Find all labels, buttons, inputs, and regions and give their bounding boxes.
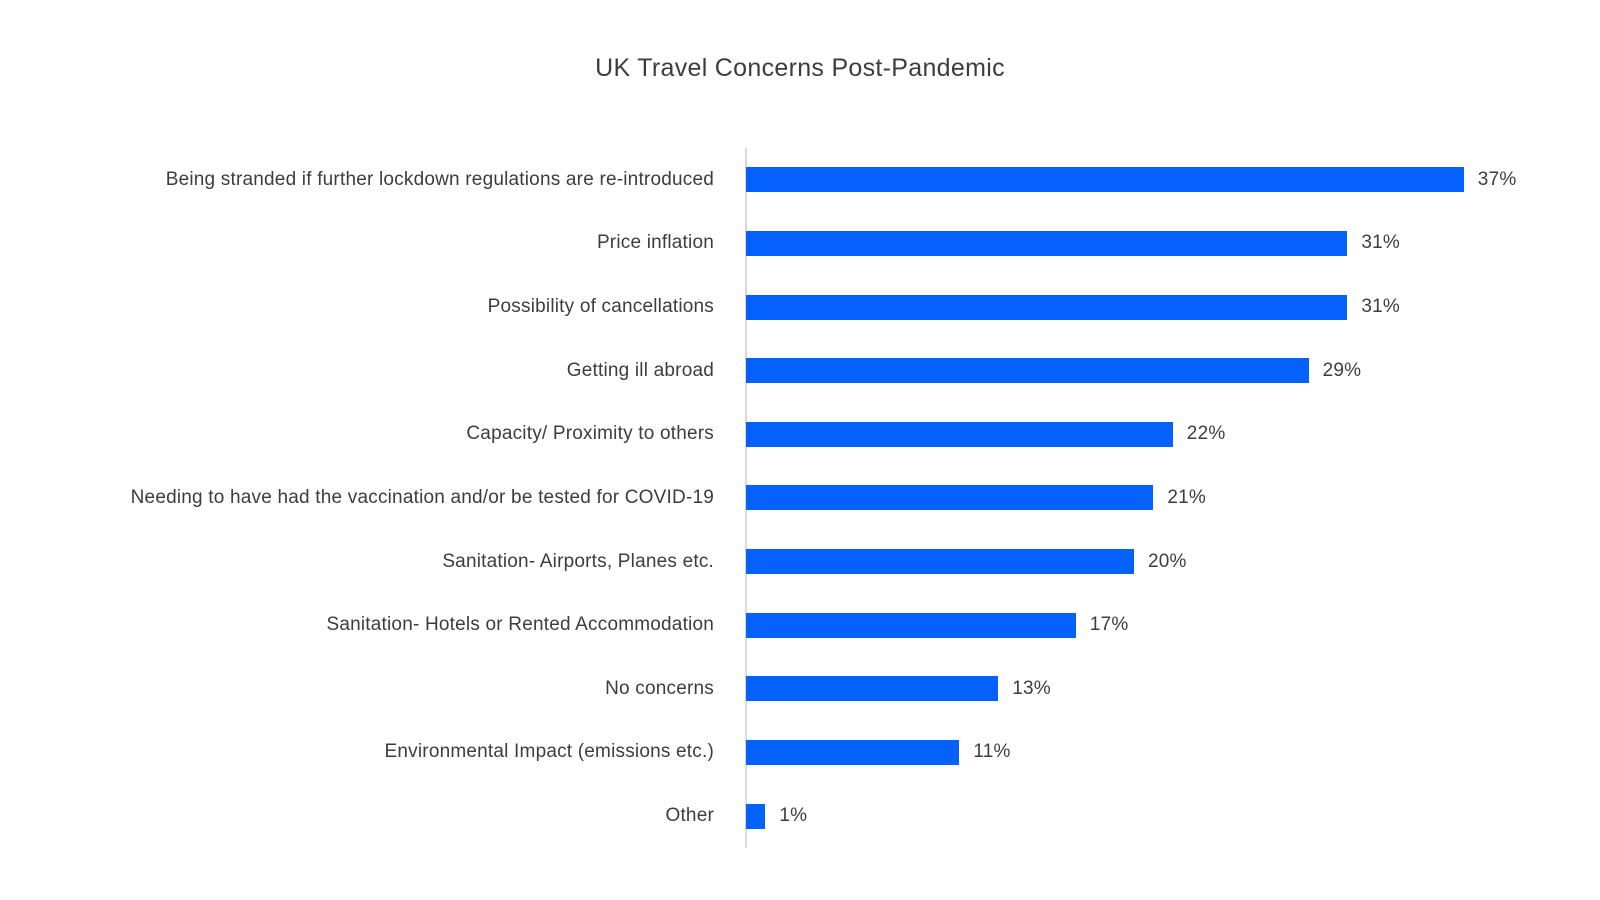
bar-track — [746, 148, 1600, 212]
value-label: 21% — [1167, 486, 1207, 508]
bar — [746, 804, 765, 829]
bar-track — [746, 657, 1600, 721]
bar-track — [746, 593, 1600, 657]
bar — [746, 485, 1153, 510]
bar-row — [0, 339, 1600, 403]
bar-row — [0, 466, 1600, 530]
category-label: Other — [665, 805, 714, 827]
bar — [746, 295, 1347, 320]
bar — [746, 740, 959, 765]
value-label: 17% — [1089, 614, 1129, 636]
category-label: Getting ill abroad — [566, 359, 714, 381]
bar-chart — [0, 148, 1600, 848]
bar-track — [746, 784, 1600, 848]
bar — [746, 676, 998, 701]
category-label: Environmental Impact (emissions etc.) — [384, 741, 714, 763]
category-label: Sanitation- Airports, Planes etc. — [442, 550, 714, 572]
bar-row — [0, 784, 1600, 848]
value-label: 11% — [973, 741, 1011, 763]
bar-track — [746, 212, 1600, 276]
bar — [746, 358, 1309, 383]
bar-row — [0, 212, 1600, 276]
category-label: Needing to have had the vaccination and/or be tested for COVID-19 — [130, 486, 714, 508]
bar-row — [0, 275, 1600, 339]
category-label: Capacity/ Proximity to others — [466, 423, 714, 445]
bar-track — [746, 530, 1600, 594]
bar-row — [0, 593, 1600, 657]
bar-track — [746, 403, 1600, 467]
bar-track — [746, 721, 1600, 785]
value-label: 1% — [779, 805, 808, 827]
chart-title: UK Travel Concerns Post-Pandemic — [595, 54, 1005, 82]
bar-track — [746, 275, 1600, 339]
value-label: 29% — [1322, 359, 1362, 381]
category-label: Sanitation- Hotels or Rented Accommodation — [326, 614, 714, 636]
bar-row — [0, 403, 1600, 467]
category-label: No concerns — [605, 677, 714, 699]
category-label: Price inflation — [596, 232, 714, 254]
bar — [746, 549, 1134, 574]
value-label: 20% — [1148, 550, 1187, 572]
bar — [746, 613, 1076, 638]
value-label: 31% — [1361, 296, 1401, 318]
value-label: 13% — [1012, 677, 1051, 699]
bar-row — [0, 530, 1600, 594]
bar — [746, 422, 1173, 447]
bar — [746, 231, 1347, 256]
category-label: Being stranded if further lockdown regulations are re-introduced — [165, 168, 714, 190]
value-label: 31% — [1361, 232, 1401, 254]
value-label: 37% — [1477, 168, 1517, 190]
bar-row — [0, 657, 1600, 721]
bar-row — [0, 721, 1600, 785]
value-label: 22% — [1186, 423, 1226, 445]
bar-track — [746, 466, 1600, 530]
bar-row — [0, 148, 1600, 212]
bar — [746, 167, 1464, 192]
bar-track — [746, 339, 1600, 403]
category-label: Possibility of cancellations — [487, 296, 714, 318]
